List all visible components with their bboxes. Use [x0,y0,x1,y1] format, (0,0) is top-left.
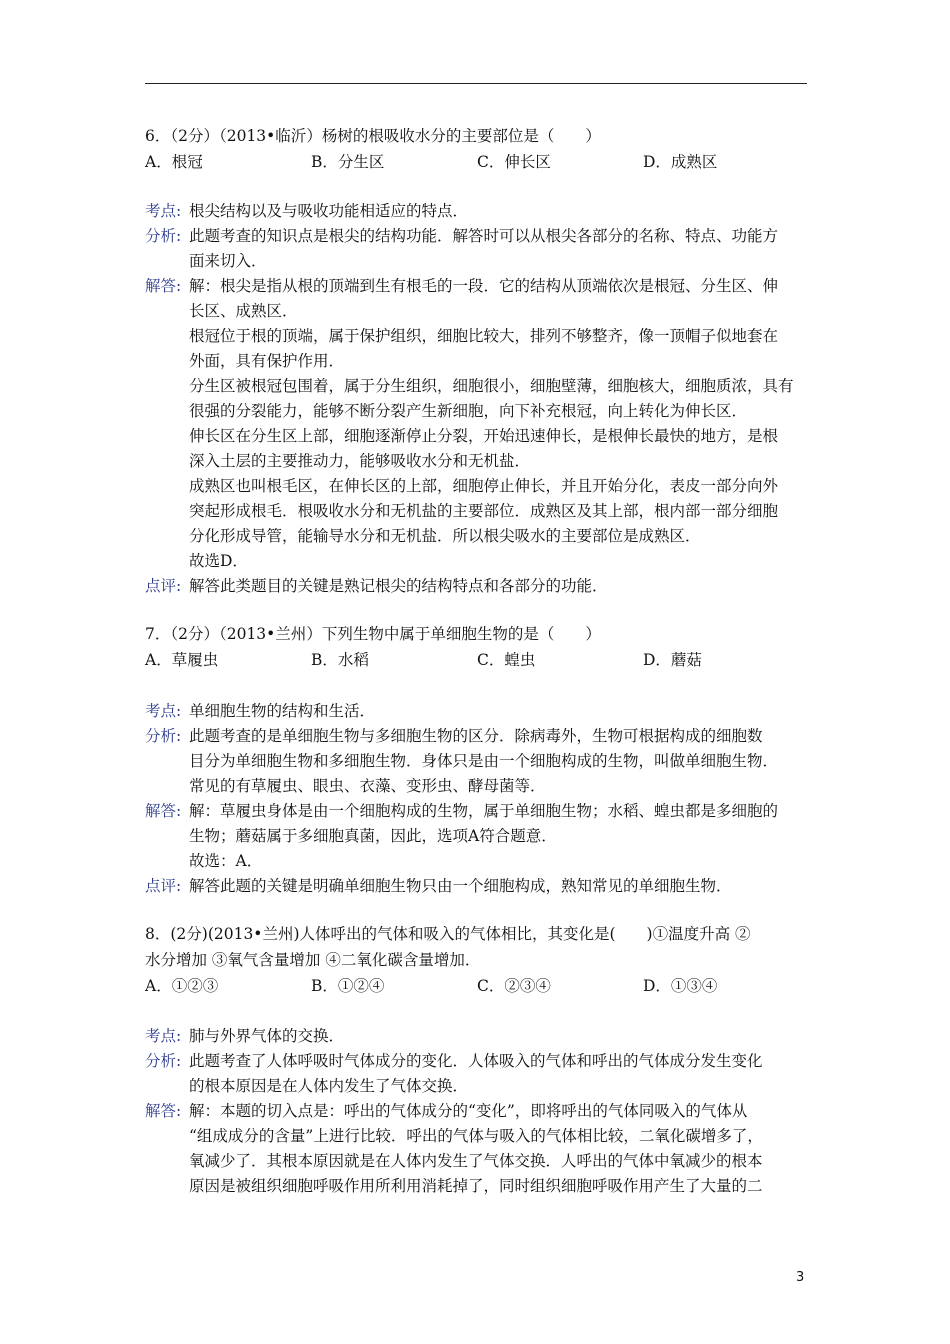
dianping-text: 解答此类题目的关键是熟记根尖的结构特点和各部分的功能． [189,577,608,595]
dianping-section [145,574,810,599]
option-d: D．①③④ [643,977,718,995]
jieda-label: 解答: [145,802,182,820]
jieda-line: 生物；蘑菇属于多细胞真菌，因此，选项A符合题意． [189,827,557,845]
fenxi-section [145,224,810,274]
fenxi-line: 此题考查的是单细胞生物与多细胞生物的区分．除病毒外，生物可根据构成的细胞数 [189,727,763,745]
option-c: C．伸长区 [477,153,551,171]
option-a: A．草履虫 [145,651,219,669]
question-options [145,973,810,999]
kaodian-label: 考点: [145,1027,182,1045]
jieda-line: 根冠位于根的顶端，属于保护组织，细胞比较大，排列不够整齐，像一顶帽子似地套在 [189,327,779,345]
analysis-8 [145,1024,810,1199]
jieda-section [145,799,810,874]
jieda-line: 分化形成导管，能输导水分和无机盐．所以根尖吸水的主要部位是成熟区． [189,527,701,545]
question-options [145,647,810,673]
jieda-line: 解：根尖是指从根的顶端到生有根毛的一段．它的结构从顶端依次是根冠、分生区、伸 [189,277,779,295]
fenxi-label: 分析: [145,727,182,745]
option-c: C．蝗虫 [477,651,536,669]
option-a: A．①②③ [145,977,219,995]
jieda-line: 解：草履虫身体是由一个细胞构成的生物，属于单细胞生物；水稻、蝗虫都是多细胞的 [189,802,779,820]
analysis-6 [145,199,810,599]
fenxi-line: 此题考查的知识点是根尖的结构功能．解答时可以从根尖各部分的名称、特点、功能方 [189,227,779,245]
jieda-section [145,1099,810,1199]
question-stem: 水分增加 ③氧气含量增加 ④二氧化碳含量增加． [145,951,481,969]
dianping-section [145,874,810,899]
option-a: A．根冠 [145,153,203,171]
option-b: B．①②④ [311,977,385,995]
question-options [145,149,810,175]
dianping-label: 点评: [145,877,182,895]
option-c: C．②③④ [477,977,551,995]
fenxi-line: 目分为单细胞生物和多细胞生物．身体只是由一个细胞构成的生物，叫做单细胞生物． [189,752,779,770]
jieda-line: “组成成分的含量”上进行比较．呼出的气体与吸入的气体相比较，二氧化碳增多了， [189,1127,763,1145]
fenxi-section [145,724,810,799]
option-b: B．分生区 [311,153,385,171]
jieda-line: 伸长区在分生区上部，细胞逐渐停止分裂，开始迅速伸长，是根伸长最快的地方，是根 [189,427,779,445]
analysis-7 [145,699,810,899]
jieda-line: 故选：A． [189,852,263,870]
jieda-line: 分生区被根冠包围着，属于分生组织，细胞很小，细胞壁薄，细胞核大，细胞质浓，具有 [189,377,794,395]
kaodian-text: 单细胞生物的结构和生活． [189,702,376,720]
kaodian-section [145,1024,810,1049]
fenxi-section [145,1049,810,1099]
jieda-line: 长区、成熟区． [189,302,298,320]
jieda-line: 深入土层的主要推动力，能够吸收水分和无机盐． [189,452,531,470]
question-stem: 7．（2分）（2013•兰州）下列生物中属于单细胞生物的是（ ） [145,625,601,643]
kaodian-label: 考点: [145,202,182,220]
kaodian-label: 考点: [145,702,182,720]
kaodian-section [145,199,810,224]
option-d: D．成熟区 [643,153,718,171]
jieda-line: 氧减少了．其根本原因就是在人体内发生了气体交换．人呼出的气体中氧减少的根本 [189,1152,763,1170]
question-stem: 6．（2分）（2013•临沂）杨树的根吸收水分的主要部位是（ ） [145,127,601,145]
fenxi-line: 此题考查了人体呼吸时气体成分的变化．人体吸入的气体和呼出的气体成分发生变化 [189,1052,763,1070]
jieda-section [145,274,810,574]
jieda-line: 解：本题的切入点是：呼出的气体成分的“变化”，即将呼出的气体同吸入的气体从 [189,1102,748,1120]
fenxi-line: 常见的有草履虫、眼虫、衣藻、变形虫、酵母菌等． [189,777,546,795]
header-rule [145,83,807,84]
kaodian-text: 肺与外界气体的交换． [189,1027,345,1045]
option-d: D．蘑菇 [643,651,702,669]
jieda-line: 故选D． [189,552,248,570]
fenxi-line: 面来切入． [189,252,267,270]
question-stem: 8．(2分)(2013•兰州)人体呼出的气体和吸入的气体相比，其变化是( )①温度升高 ② [145,925,751,943]
jieda-line: 突起形成根毛．根吸收水分和无机盐的主要部位．成熟区及其上部，根内部一部分细胞 [189,502,779,520]
dianping-label: 点评: [145,577,182,595]
kaodian-section [145,699,810,724]
jieda-line: 成熟区也叫根毛区，在伸长区的上部，细胞停止伸长，并且开始分化，表皮一部分向外 [189,477,779,495]
question-6 [145,123,810,175]
jieda-line: 外面，具有保护作用． [189,352,345,370]
jieda-line: 原因是被组织细胞呼吸作用所利用消耗掉了，同时组织细胞呼吸作用产生了大量的二 [189,1177,763,1195]
jieda-label: 解答: [145,277,182,295]
fenxi-label: 分析: [145,227,182,245]
jieda-label: 解答: [145,1102,182,1120]
dianping-text: 解答此题的关键是明确单细胞生物只由一个细胞构成，熟知常见的单细胞生物． [189,877,732,895]
page-number: 3 [796,1270,805,1285]
jieda-line: 很强的分裂能力，能够不断分裂产生新细胞，向下补充根冠，向上转化为伸长区． [189,402,748,420]
option-b: B．水稻 [311,651,369,669]
fenxi-line: 的根本原因是在人体内发生了气体交换． [189,1077,469,1095]
question-8 [145,921,810,999]
kaodian-text: 根尖结构以及与吸收功能相适应的特点． [189,202,469,220]
fenxi-label: 分析: [145,1052,182,1070]
question-7 [145,621,810,673]
